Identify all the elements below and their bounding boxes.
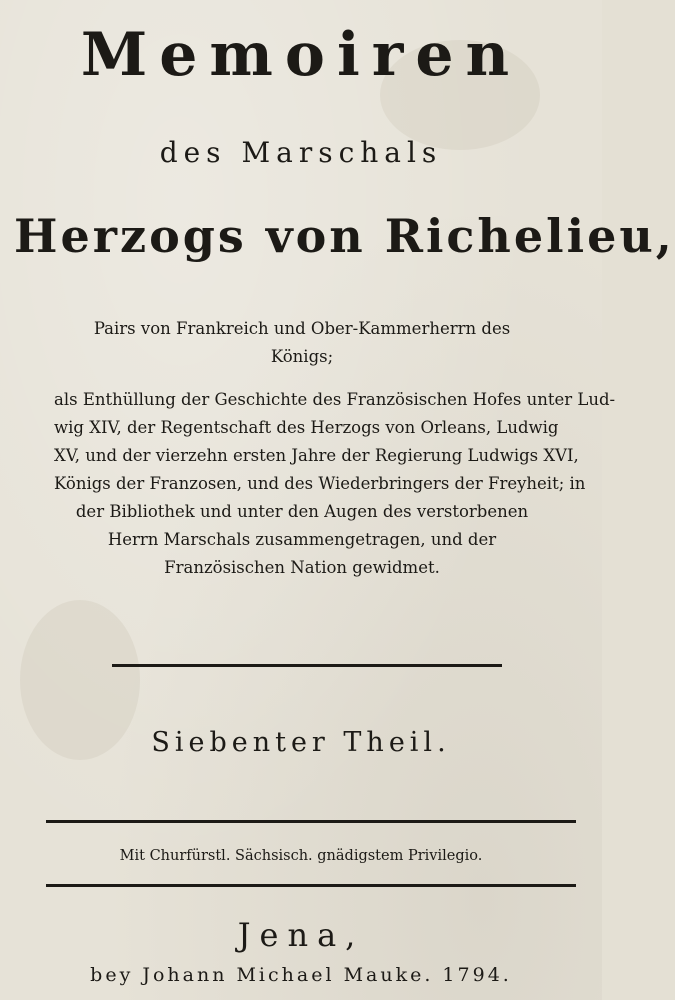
divider-rule [112, 664, 502, 667]
description-line: als Enthüllung der Geschichte des Französischen Hofes unter Lud- [54, 390, 616, 409]
description-line: XV, und der vierzehn ersten Jahre der Regierung Ludwigs XVI, [54, 446, 579, 465]
description-line: Königs; [270, 347, 334, 366]
book-subtitle: des Marschals [159, 136, 443, 169]
description-line: Pairs von Frankreich und Ober-Kammerherrn des [93, 319, 511, 338]
volume-part: Siebenter Theil. [151, 727, 451, 758]
publisher-imprint: bey Johann Michael Mauke. 1794. [90, 964, 512, 986]
description-line: Herrn Marschals zusammengetragen, und der [107, 530, 497, 549]
book-title: Memoiren [80, 20, 522, 90]
description-line: wig XIV, der Regentschaft des Herzogs von Orleans, Ludwig [54, 418, 559, 437]
description-line: Königs der Franzosen, und des Wiederbringers der Freyheit; in [54, 474, 586, 493]
privilege-note: Mit Churfürstl. Sächsisch. gnädigstem Privilegio. [119, 848, 483, 864]
divider-rule [46, 820, 576, 823]
divider-rule [46, 884, 576, 887]
subject-name: Herzogs von Richelieu, [14, 209, 675, 263]
description-line: Französischen Nation gewidmet. [164, 558, 440, 577]
publication-place: Jena, [237, 916, 365, 954]
description-line: der Bibliothek und unter den Augen des verstorbenen [75, 502, 529, 521]
